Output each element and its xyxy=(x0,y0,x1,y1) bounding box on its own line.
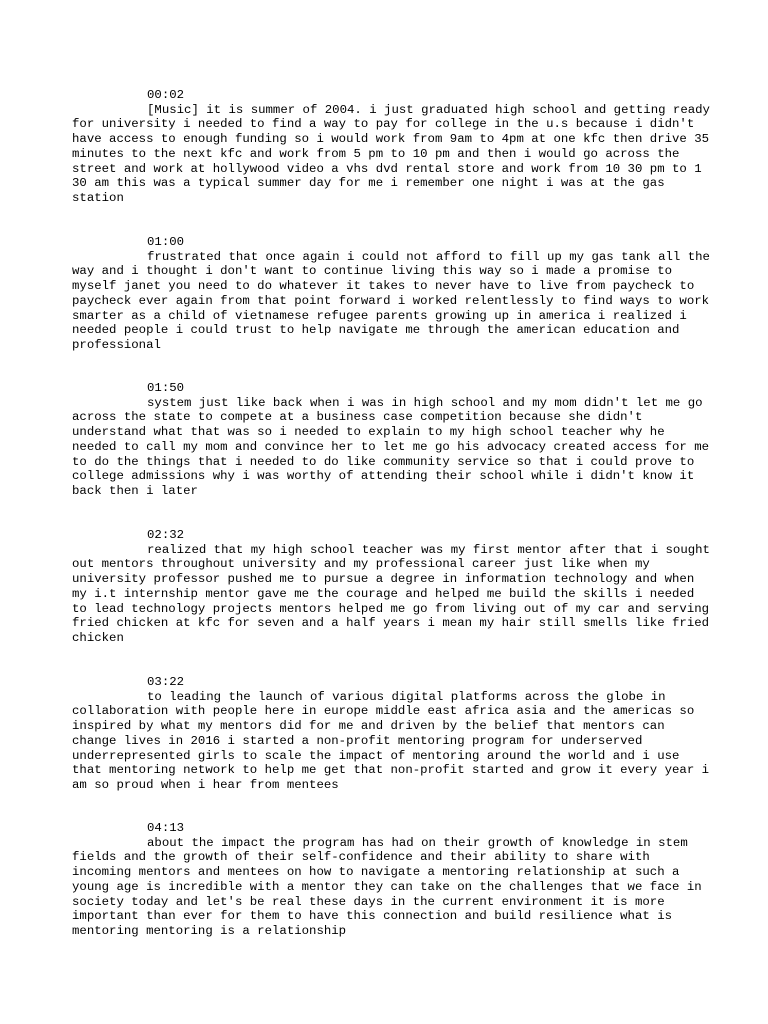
transcript-segment xyxy=(72,675,712,793)
segment-timestamp: 02:32 xyxy=(147,528,185,542)
transcript-segment xyxy=(72,235,712,353)
segment-text: about the impact the program has had on their growth of knowledge in stem fields and the growth of their self-confidence and their ability to share with incoming mentors and mentees on how to navigate a mentoring relationship at such a young age is incredible with a mentor they can take on the challenges that we face in society today and let's be real these days in the current environment it is more important than ever for them to have this connection and build resilience what is mentoring mentoring is a relationship xyxy=(72,835,702,938)
transcript-segment xyxy=(72,821,712,939)
transcript-segment xyxy=(72,88,712,206)
segment-text: to leading the launch of various digital platforms across the globe in collaboration with people here in europe middle east africa asia and the americas so inspired by what my mentors did for me and driven by the belief that mentors can change lives in 2016 i started a non-profit mentoring program for underserved underrepresented girls to scale the impact of mentoring around the world and i use that mentoring network to help me get that non-profit started and grow it every year i am so proud when i hear from mentees xyxy=(72,689,710,792)
segment-text: frustrated that once again i could not afford to fill up my gas tank all the way and i thought i don't want to continue living this way so i made a promise to myself janet you need to do whatever it takes to never have to live from paycheck to paycheck ever again from that point forward i worked relentlessly to find ways to work smarter as a child of vietnamese refugee parents growing up in america i realized i needed people i could trust to help navigate me through the american education and professional xyxy=(72,249,710,352)
transcript-segment xyxy=(72,528,712,646)
segment-text: [Music] it is summer of 2004. i just graduated high school and getting ready for university i needed to find a way to pay for college in the u.s because i didn't have access to enough funding so i would work from 9am to 4pm at one kfc then drive 35 minutes to the next kfc and work from 5 pm to 10 pm and then i would go across the street and work at hollywood video a vhs dvd rental store and work from 10 30 pm to 1 30 am this was a typical summer day for me i remember one night i was at the gas station xyxy=(72,102,710,205)
segment-timestamp: 01:50 xyxy=(147,381,185,395)
transcript-segment xyxy=(72,381,712,499)
segment-text: realized that my high school teacher was my first mentor after that i sought out mentors throughout university and my professional career just like when my university professor pushed me to pursue a degree in information technology and when my i.t internship mentor gave me the courage and helped me build the skills i needed to lead technology projects mentors helped me go from living out of my car and serving fried chicken at kfc for seven and a half years i mean my hair still smells like fried chicken xyxy=(72,542,710,645)
segment-timestamp: 03:22 xyxy=(147,675,185,689)
segment-timestamp: 04:13 xyxy=(147,821,185,835)
segment-timestamp: 00:02 xyxy=(147,88,185,102)
segment-text: system just like back when i was in high school and my mom didn't let me go across the state to compete at a business case competition because she didn't understand what that was so i needed to explain to my high school teacher why he needed to call my mom and convince her to let me go his advocacy created access for me to do the things that i needed to do like community service so that i could prove to college admissions why i was worthy of attending their school while i didn't know it back then i later xyxy=(72,395,710,498)
segment-timestamp: 01:00 xyxy=(147,235,185,249)
